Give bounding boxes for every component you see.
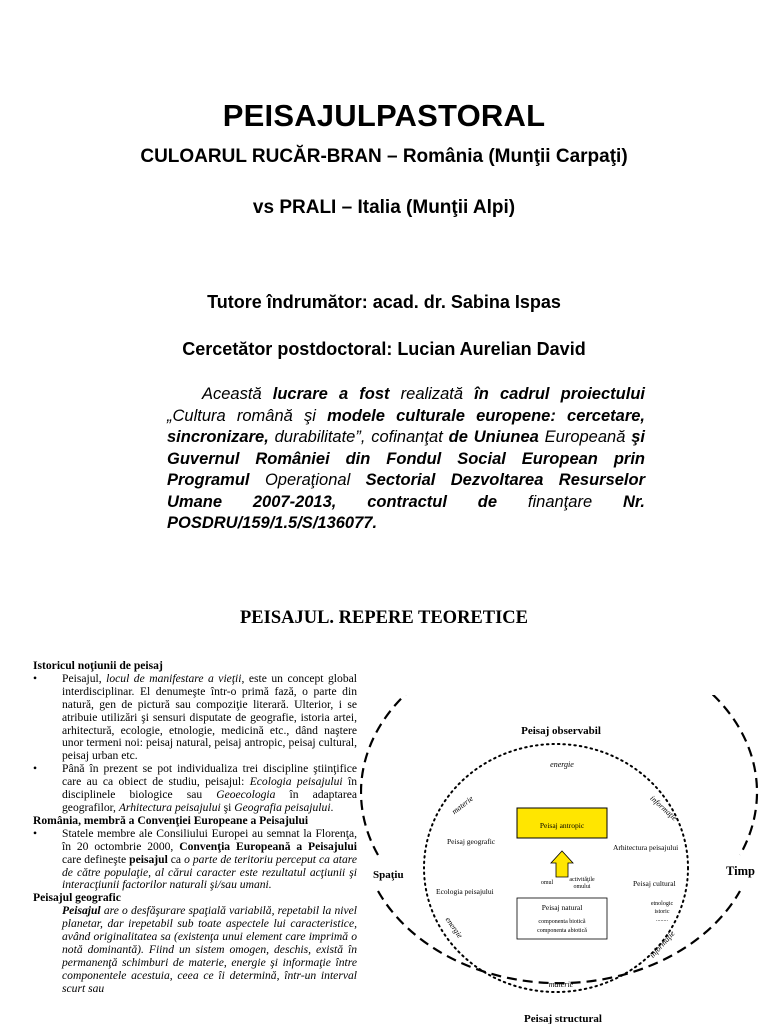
heading-peisaj-geografic: Peisajul geografic [33, 891, 121, 905]
list-item [33, 763, 357, 815]
text-run: , este un concept global interdisciplinar. El denumeşte într-o primă fază, o parte din natură, gen de pictură sau compoziţie literară. Ulterior, i se atribuie utilizări şi sensuri disputate de geografie, istoria artei, arhitectură, ecologie, etnologie, medicină etc., dând naştere unor termeni noi: peisaj natural, peisaj antropic, peisaj cultural, peisaj urban etc. [62, 671, 357, 763]
label-materie-tl: materie [450, 793, 475, 817]
label-timp: Timp [726, 864, 755, 878]
label-informatie-br: informaţie [647, 928, 677, 960]
label-componenta-biotica: componenta biotică [538, 919, 586, 925]
label-peisaj-structural: Peisaj structural [524, 1013, 602, 1024]
label-cultural-dots: ........ [656, 917, 668, 923]
list-romania [33, 828, 357, 893]
intro-text: finanţare [527, 492, 623, 511]
label-peisaj-observabil: Peisaj observabil [521, 725, 601, 737]
text-run: Statele membre ale Consiliului Europei au semnat la Florenţa, în 20 octombrie 2000, [62, 826, 357, 853]
label-informatie-tr: informaţie [648, 793, 680, 823]
text-run: . [330, 800, 334, 814]
label-componenta-abiotica: componenta abiotică [537, 928, 587, 934]
bullet-icon: • [33, 826, 38, 840]
researcher-line: Cercetător postdoctoral: Lucian Aurelian David [182, 339, 586, 359]
intro-text: Sectorial Dezvoltarea Resurselor Umane 2007-2013, contractul de [167, 471, 646, 511]
bullet-icon: • [33, 671, 38, 685]
intro-text: Europeană [544, 428, 632, 446]
page-title: PEISAJULPASTORAL [222, 98, 546, 133]
intro-text: durabilitate”, cofinanţat [274, 428, 449, 446]
text-run: Geoecologia [216, 788, 276, 802]
text-run: peisajul [129, 852, 168, 866]
left-column [33, 660, 357, 996]
intro-text: realizată [400, 385, 475, 403]
intro-text: Această [202, 385, 273, 403]
arrow-up-icon [551, 851, 573, 877]
intro-text: Nr. POSDRU/159/1.5/S/136077. [167, 492, 645, 532]
paragraph-text [62, 904, 357, 994]
label-energie-top: energie [550, 760, 574, 769]
text-run: Geografia peisajului [234, 800, 331, 814]
text-run: în disciplinele biologice sau [62, 775, 357, 802]
label-peisaj-antropic: Peisaj antropic [539, 821, 585, 830]
label-peisaj-cultural: Peisaj cultural [633, 879, 676, 888]
text-run: Arhitectura peisajului [118, 800, 221, 814]
label-omului: omului [573, 884, 591, 890]
intro-text: modele culturale europene: cercetare, sincronizare, [167, 406, 645, 446]
intro-text: „Cultura română şi [167, 406, 328, 425]
text-run: şi [220, 800, 235, 814]
label-materie-bottom: materie [548, 980, 574, 989]
label-peisaj-natural: Peisaj natural [541, 903, 583, 912]
label-cultural-etnologic: etnologic [650, 901, 674, 907]
label-ecologia-peisajului: Ecologia peisajului [436, 887, 494, 896]
list-item [33, 828, 357, 893]
label-omul: omul [540, 880, 554, 886]
text-run: o parte de teritoriu perceput ca atare de către populaţie, al cărui caracter este rezultatul acţiunii şi interacţiunii factorilor naturali şi/sau umani. [62, 852, 357, 892]
text-run: Ecologia peisajului [249, 775, 343, 789]
text-run: locul de manifestare a vieţii [106, 671, 242, 685]
bullet-icon: • [33, 762, 38, 776]
intro-text: în cadrul proiectului [474, 385, 645, 403]
text-run: are o desfăşurare spaţială variabilă, repetabil la nivel planetar, dar irepetabil sub toate aspectele lui caracteristice, având originalitatea sa (existenţa unui element care imprimă o notă dominantă). Fiind un sistem omogen, deschis, există în permanenţă schimburi de materie, energie şi informaţie între componentele acestuia, ceea ce îi determină, într-un interval scurt sau [62, 904, 357, 995]
list-istoric [33, 673, 357, 815]
text-run: în adaptarea geografilor, [62, 788, 357, 814]
list-item [33, 673, 357, 763]
intro-text: lucrare a fost [272, 385, 401, 403]
label-spatiu: Spaţiu [373, 869, 404, 881]
section-title: PEISAJUL. REPERE TEORETICE [239, 608, 529, 628]
text-run: Convenţia Europeană a Peisajului [179, 839, 358, 853]
label-peisaj-geografic: Peisaj geografic [447, 837, 496, 846]
text-run: ca [167, 852, 185, 866]
label-arhitectura-peisajului: Arhitectura peisajului [613, 843, 679, 852]
text-run: care defineşte [62, 852, 130, 866]
subtitle-rucar-bran: CULOARUL RUCĂR-BRAN – România (Munţii Carpaţi) [140, 146, 628, 167]
text-run: Până în prezent se pot individualiza trei discipline ştiinţifice care au ca obiect de studiu, peisajul: [62, 762, 357, 789]
intro-text: de Uniunea [448, 428, 545, 446]
heading-romania: România, membră a Convenţiei Europeane a Peisajului [33, 813, 309, 827]
label-activitatile: activităţile [569, 877, 595, 883]
list-item-text [62, 672, 357, 762]
list-item-text [62, 827, 357, 892]
text-run: Peisajul [62, 904, 101, 918]
subtitle-prali: vs PRALI – Italia (Munţii Alpi) [252, 197, 516, 218]
landscape-diagram [360, 695, 768, 1024]
label-energie-bl: energie [443, 915, 465, 940]
heading-istoric: Istoricul noţiunii de peisaj [33, 659, 163, 672]
intro-paragraph [167, 384, 645, 535]
tutor-line: Tutore îndrumător: acad. dr. Sabina Ispas [207, 292, 561, 312]
paragraph-peisaj-geografic [33, 905, 357, 995]
list-item-text [62, 762, 357, 814]
label-cultural-istoric: istoric [654, 909, 670, 915]
intro-text: şi Guvernul României din Fondul Social European prin Programul [167, 428, 645, 489]
text-run: Peisajul, [62, 671, 107, 685]
intro-text: Operaţional [264, 471, 366, 489]
